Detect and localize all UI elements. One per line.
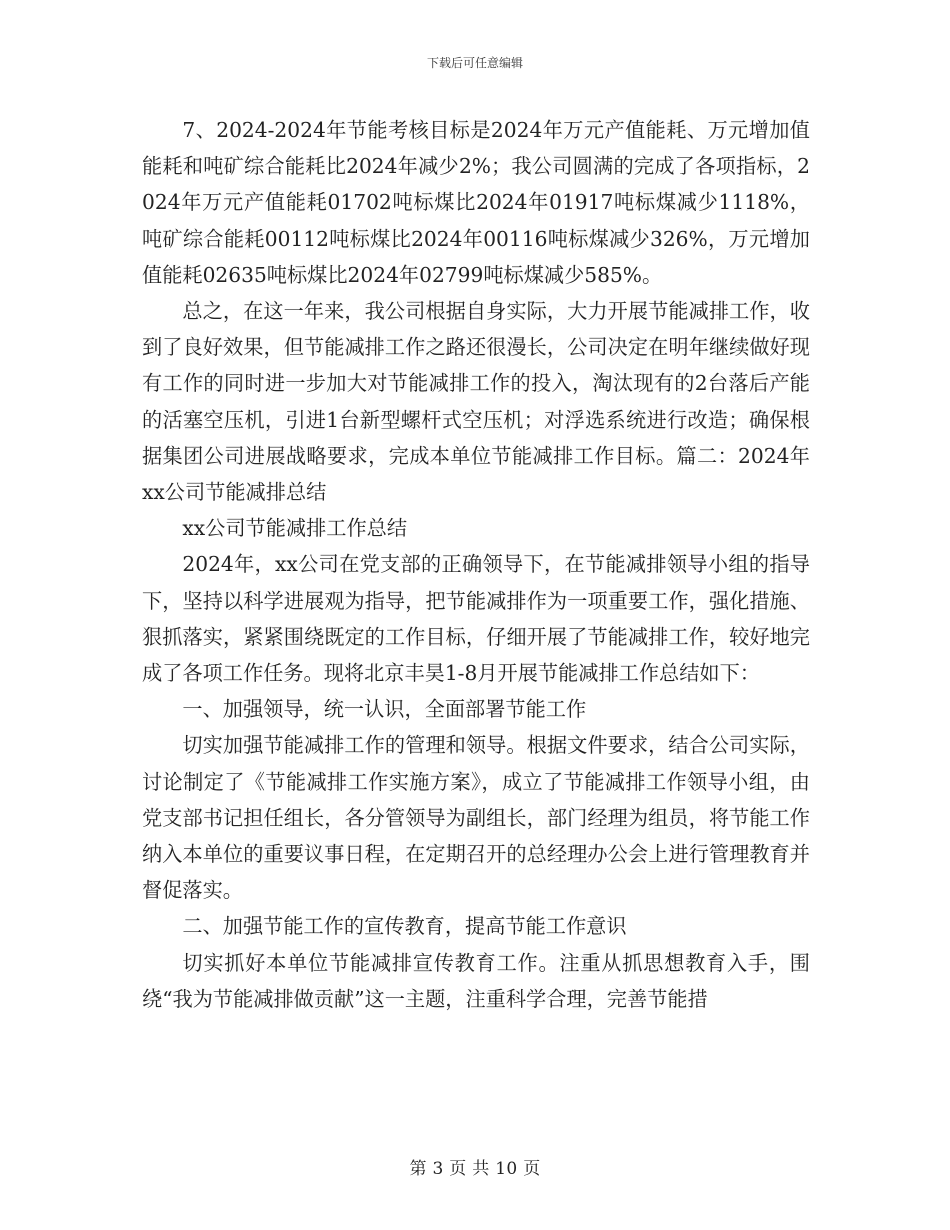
document-body (142, 112, 810, 1017)
section-heading-2: 二、加强节能工作的宣传教育，提高节能工作意识 (182, 914, 627, 939)
page-header: 下载后可任意编辑 (426, 56, 523, 70)
section-heading-1: 一、加强领导，统一认识，全面部署节能工作 (182, 697, 587, 722)
page-footer: 第 3 页 共 10 页 (409, 1159, 541, 1179)
paragraph-summary: 总之，在这一年来，我公司根据自身实际，大力开展节能减排工作，收到了良好效果，但节能减排工作之路还很漫长，公司决定在明年继续做好现有工作的同时进一步加大对节能减排工作的投入，淘汰现有的2台落后产能的活塞空压机，引进1台新型螺杆式空压机；对浮选系统进行改造；确保根据集团公司进展战略要求，完成本单位节能减排工作目标。篇二：2024年xx公司节能减排总结 (142, 299, 810, 505)
paragraph-leadership: 切实加强节能减排工作的管理和领导。根据文件要求，结合公司实际，讨论制定了《节能减排工作实施方案》，成立了节能减排工作领导小组，由党支部书记担任组长，各分管领导为副组长，部门经理为组员，将节能工作纳入本单位的重要议事日程，在定期召开的总经理办公会上进行管理教育并督促落实。 (142, 733, 810, 903)
paragraph-publicity: 切实抓好本单位节能减排宣传教育工作。注重从抓思想教育入手，围绕“我为节能减排做贡献”这一主题，注重科学合理，完善节能措 (142, 950, 810, 1011)
paragraph-intro: 2024年，xx公司在党支部的正确领导下，在节能减排领导小组的指导下，坚持以科学进展观为指导，把节能减排作为一项重要工作，强化措施、狠抓落实，紧紧围绕既定的工作目标，仔细开展了节能减排工作，较好地完成了各项工作任务。现将北京丰昊1-8月开展节能减排工作总结如下： (142, 552, 810, 686)
paragraph-energy-targets: 7、2024-2024年节能考核目标是2024年万元产值能耗、万元增加值能耗和吨矿综合能耗比2024年减少2%；我公司圆满的完成了各项指标，2024年万元产值能耗01702吨标煤比2024年01917吨标煤减少1118%，吨矿综合能耗00112吨标煤比2024年00116吨标煤减少326%，万元增加值能耗02635吨标煤比2024年02799吨标煤减少585%。 (142, 118, 810, 287)
section-title: xx公司节能减排工作总结 (182, 516, 408, 541)
